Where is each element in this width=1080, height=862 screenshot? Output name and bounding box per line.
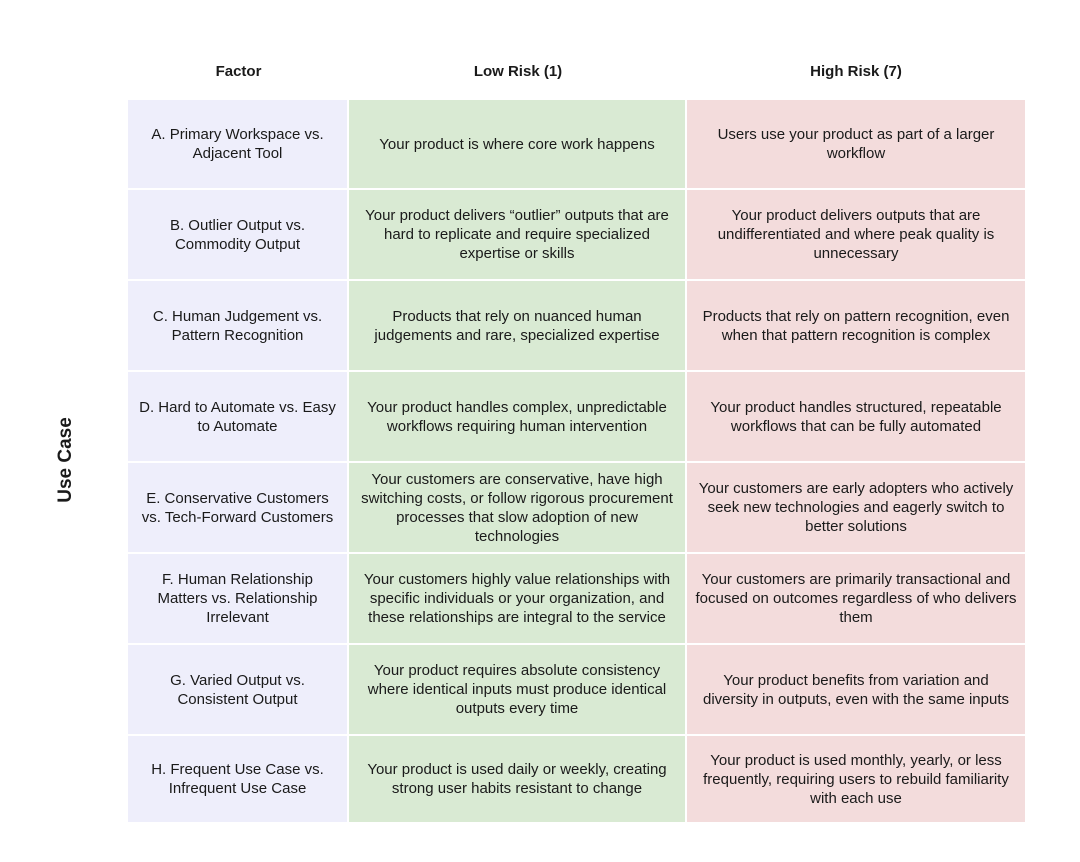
- high-risk-cell: [687, 645, 1025, 734]
- high-risk-cell: [687, 190, 1025, 279]
- factor-cell: [128, 554, 349, 643]
- low-risk-text: Your customers highly value relationships with specific individuals or your organization, and these relationships are integral to the service: [363, 571, 671, 626]
- low-risk-cell: [349, 190, 687, 279]
- table-row: [128, 554, 1025, 645]
- table-row: [128, 281, 1025, 372]
- header-high-risk: High Risk (7): [810, 62, 902, 80]
- table-row: [128, 463, 1025, 554]
- low-risk-text: Your product delivers “outlier” outputs that are hard to replicate and require specialized expertise or skills: [365, 207, 669, 262]
- factor-cell: [128, 100, 349, 188]
- high-risk-cell: [687, 736, 1025, 822]
- factor-text: F. Human Relationship Matters vs. Relationship Irrelevant: [157, 571, 318, 626]
- factor-text: G. Varied Output vs. Consistent Output: [170, 671, 305, 708]
- factor-cell: [128, 281, 349, 370]
- factor-text: A. Primary Workspace vs. Adjacent Tool: [151, 126, 324, 162]
- table-row: [128, 736, 1025, 822]
- high-risk-text: Products that rely on pattern recognition, even when that pattern recognition is complex: [702, 307, 1010, 344]
- low-risk-cell: [349, 645, 687, 734]
- side-label: [46, 400, 86, 520]
- table-row: [128, 645, 1025, 736]
- low-risk-cell: [349, 463, 687, 552]
- low-risk-text: Your product requires absolute consistency where identical inputs must produce identical outputs every time: [367, 662, 667, 717]
- table-row: [128, 190, 1025, 281]
- high-risk-text: Users use your product as part of a larger workflow: [717, 126, 995, 162]
- header-factor: Factor: [215, 62, 262, 80]
- low-risk-text: Your product is used daily or weekly, creating strong user habits resistant to change: [367, 761, 667, 797]
- high-risk-cell: [687, 372, 1025, 461]
- high-risk-text: Your product benefits from variation and diversity in outputs, even with the same inputs: [703, 671, 1009, 708]
- high-risk-cell: [687, 281, 1025, 370]
- header-low-risk: Low Risk (1): [473, 62, 563, 80]
- table-body: [128, 100, 1025, 822]
- table-row: [128, 100, 1025, 190]
- side-label-text: Use Case: [55, 417, 76, 503]
- factor-cell: [128, 463, 349, 552]
- risk-table: [128, 56, 1025, 822]
- low-risk-cell: [349, 554, 687, 643]
- factor-text: E. Conservative Customers vs. Tech-Forward Customers: [141, 489, 334, 526]
- low-risk-cell: [349, 372, 687, 461]
- low-risk-text: Your customers are conservative, have high switching costs, or follow rigorous procurement processes that slow adoption of new technologies: [361, 470, 673, 545]
- low-risk-text: Your product handles complex, unpredictable workflows requiring human intervention: [367, 398, 667, 435]
- table-header: [128, 56, 1025, 86]
- table-row: [128, 372, 1025, 463]
- high-risk-text: Your customers are primarily transactional and focused on outcomes regardless of who delivers them: [695, 571, 1017, 626]
- high-risk-text: Your product is used monthly, yearly, or less frequently, requiring users to rebuild familiarity with each use: [703, 751, 1009, 807]
- high-risk-text: Your product handles structured, repeatable workflows that can be fully automated: [710, 398, 1002, 435]
- low-risk-text: Products that rely on nuanced human judgements and rare, specialized expertise: [374, 307, 660, 344]
- high-risk-cell: [687, 554, 1025, 643]
- high-risk-text: Your customers are early adopters who actively seek new technologies and eagerly switch to better solutions: [698, 480, 1014, 535]
- factor-text: D. Hard to Automate vs. Easy to Automate: [139, 398, 336, 435]
- factor-cell: [128, 372, 349, 461]
- low-risk-cell: [349, 100, 687, 188]
- factor-cell: [128, 645, 349, 734]
- factor-text: H. Frequent Use Case vs. Infrequent Use Case: [151, 761, 324, 797]
- factor-cell: [128, 190, 349, 279]
- factor-text: C. Human Judgement vs. Pattern Recognition: [152, 307, 323, 344]
- low-risk-cell: [349, 281, 687, 370]
- high-risk-cell: [687, 463, 1025, 552]
- factor-text: B. Outlier Output vs. Commodity Output: [169, 216, 306, 253]
- factor-cell: [128, 736, 349, 822]
- low-risk-text: Your product is where core work happens: [379, 135, 655, 153]
- low-risk-cell: [349, 736, 687, 822]
- high-risk-cell: [687, 100, 1025, 188]
- high-risk-text: Your product delivers outputs that are undifferentiated and where peak quality is unnecessary: [717, 207, 995, 262]
